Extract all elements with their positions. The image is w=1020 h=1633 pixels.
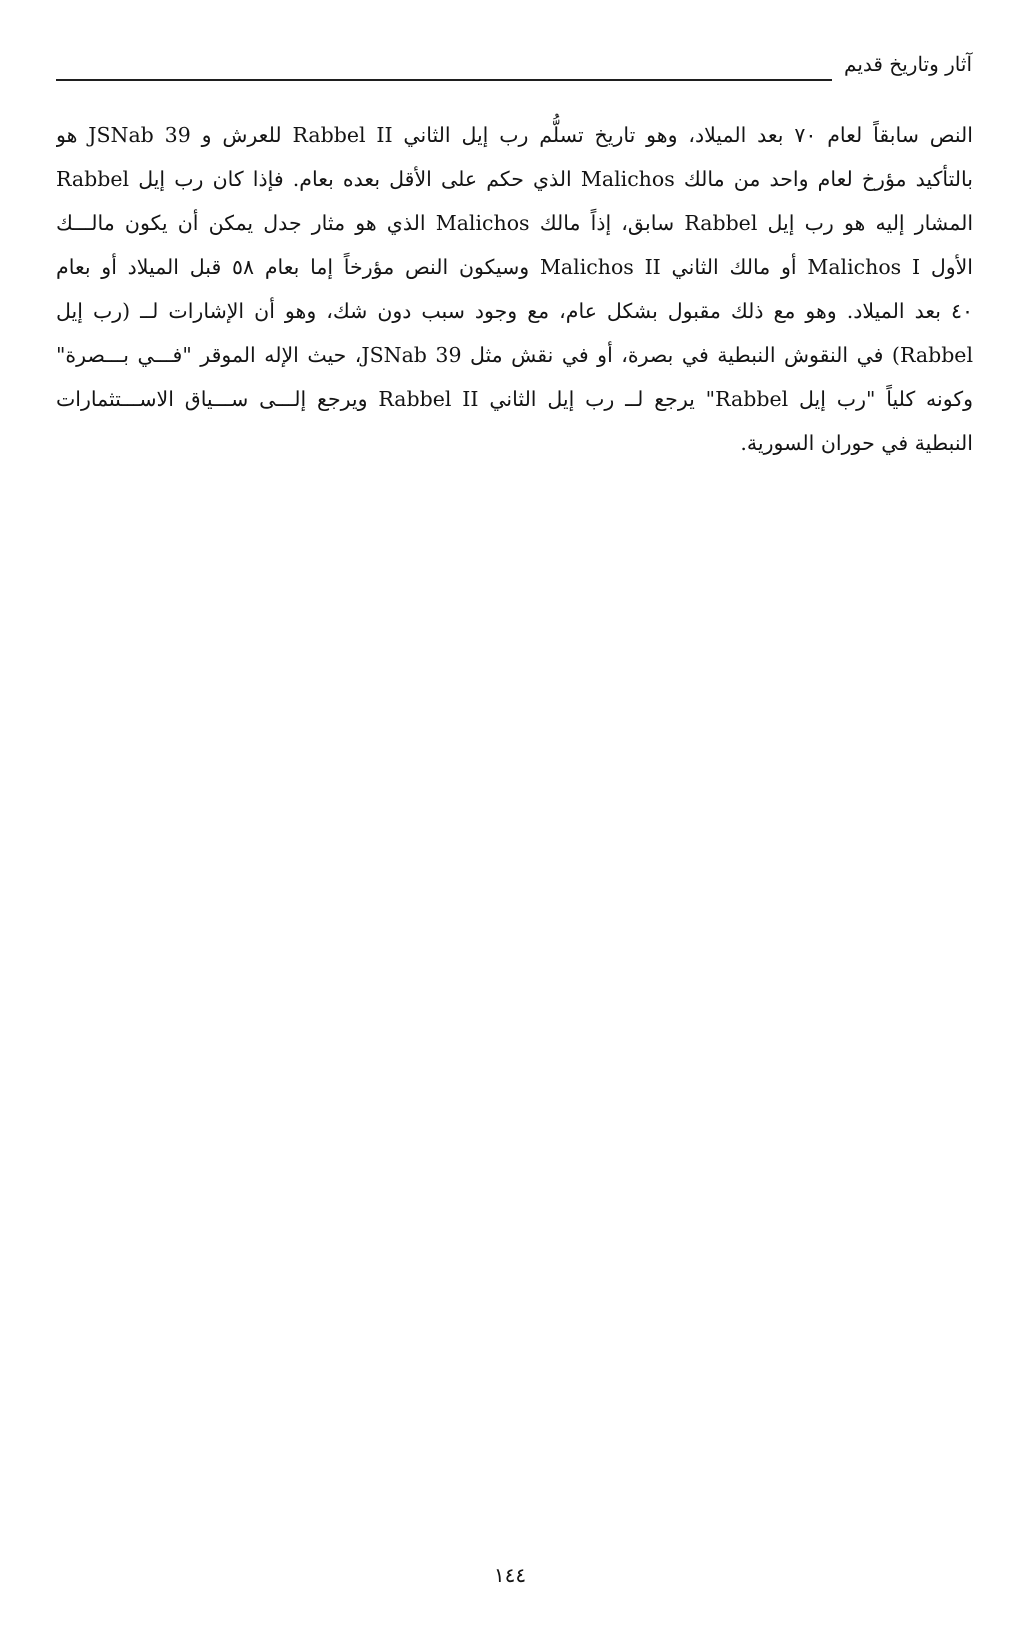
running-header: آثار وتاريخ قديم [844,52,972,76]
body-line-1: النص سابقاً لعام ٧٠ بعد الميلاد، وهو تاريخ تسلُّم رب إيل الثاني Rabbel II للعرش و JSNab 39 هو [56,123,973,147]
body-line-3: المشار إليه هو رب إيل Rabbel سابق، إذاً مالك Malichos الذي هو مثار جدل يمكن أن يكون مالـــك [56,211,973,235]
body-line-5: ٤٠ بعد الميلاد. وهو مع ذلك مقبول بشكل عام، مع وجود سبب دون شك، وهو أن الإشارات لــ (رب إيل [56,299,973,323]
body-paragraph [56,113,973,465]
page-number: ١٤٤ [493,1563,527,1587]
body-line-2: بالتأكيد مؤرخ لعام واحد من مالك Malichos الذي حكم على الأقل بعده بعام. فإذا كان رب إيل Rabbel [56,167,973,191]
body-line-8: النبطية في حوران السورية. [740,431,973,455]
body-line-4: الأول Malichos I أو مالك الثاني Malichos II وسيكون النص مؤرخاً إما بعام ٥٨ قبل الميلاد أو بعام [56,255,973,279]
body-line-7: وكونه كلياً "رب إيل Rabbel" يرجع لــ رب إيل الثاني Rabbel II ويرجع إلـــى ســـياق الاســـتثمارات [56,387,973,411]
body-line-6: Rabbel) في النقوش النبطية في بصرة، أو في نقش مثل JSNab 39، حيث الإله الموقر "فـــي بـــصرة" [56,343,973,367]
header-rule [56,79,832,81]
